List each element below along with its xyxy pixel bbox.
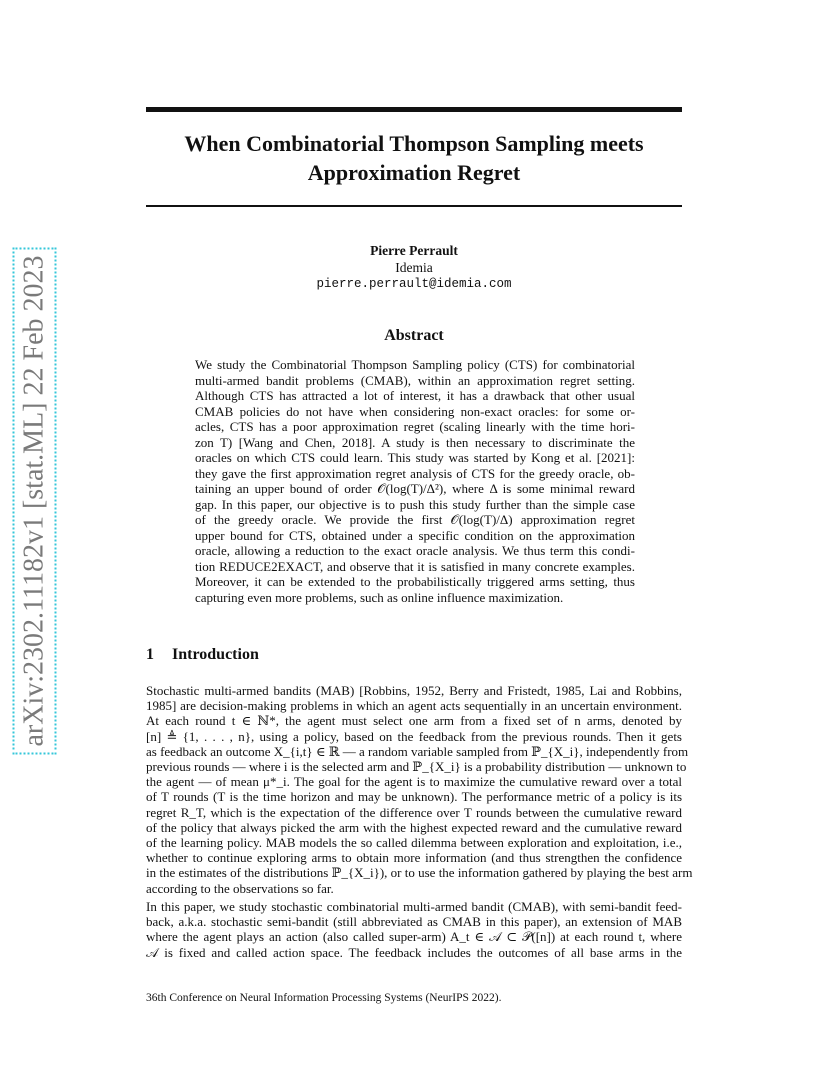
- author-name: Pierre Perrault: [370, 243, 458, 258]
- paragraph-line: back, a.k.a. stochastic semi-bandit (still abbreviated as CMAB in this paper), an extension of MAB: [146, 914, 682, 930]
- author-block: [146, 243, 682, 293]
- abstract-line: Although CTS has attracted a lot of interest, it has a drawback that other usual: [195, 388, 635, 403]
- paragraph-line: of T rounds (T is the time horizon and may be unknown). The performance metric of a policy is its: [146, 789, 682, 805]
- abstract-body: [195, 357, 635, 605]
- abstract-line: capturing even more problems, such as online influence maximization.: [195, 589, 564, 605]
- paragraph-line: of the learning policy. MAB models the so called dilemma between exploration and exploitation, i.e.,: [146, 835, 682, 851]
- title-bottom-rule: [146, 205, 682, 207]
- paragraph-line: as feedback an outcome X_{i,t} ∈ ℝ — a random variable sampled from ℙ_{X_i}, independently from: [146, 743, 689, 759]
- paragraph-line: in the estimates of the distributions ℙ_{X_i}), or to use the information gathered by playing the best arm: [146, 865, 693, 881]
- paragraph-line: of the policy that always picked the arm with the highest expected reward and the cumulative reward: [146, 819, 682, 835]
- conference-footnote: 36th Conference on Neural Information Processing Systems (NeurIPS 2022).: [146, 992, 502, 1004]
- author-email[interactable]: pierre.perrault@idemia.com: [316, 277, 512, 291]
- paragraph-line: At each round t ∈ ℕ*, the agent must select one arm from a fixed set of n arms, denoted by: [146, 713, 682, 729]
- abstract-line: upper bound for CTS, obtained under a specific condition on the approximation: [195, 527, 635, 543]
- paragraph-line: where the agent plays an action (also called super-arm) A_t ∈ 𝒜 ⊂ 𝒫([n]) at each round t, where: [146, 929, 682, 945]
- abstract-line: taining an upper bound of order 𝒪(log(T)/Δ²), where Δ is some minimal reward: [195, 481, 635, 496]
- paragraph-line: according to the observations so far.: [146, 880, 334, 896]
- abstract-line: multi-armed bandit problems (CMAB), within an approximation regret setting.: [195, 372, 635, 388]
- paragraph-line: 1985] are decision-making problems in which an agent acts sequentially in an uncertain environment.: [146, 698, 682, 714]
- intro-paragraph-1: [146, 683, 693, 896]
- abstract-line: We study the Combinatorial Thompson Sampling policy (CTS) for combinatorial: [195, 357, 635, 372]
- title-top-rule: [146, 107, 682, 112]
- section-number: 1: [146, 646, 154, 663]
- author-affiliation: Idemia: [395, 260, 433, 275]
- paragraph-line: Stochastic multi-armed bandits (MAB) [Robbins, 1952, Berry and Fristedt, 1985, Lai and Robbins,: [146, 683, 682, 698]
- abstract-line: of the greedy oracle. We provide the first 𝒪(log(T)/Δ) approximation regret: [195, 512, 635, 527]
- paper-title: [146, 129, 682, 187]
- abstract-line: oracle, allowing a reduction to the exact oracle analysis. We thus term this condi-: [195, 543, 635, 558]
- paragraph-line: previous rounds — where i is the selected arm and ℙ_{X_i} is a probability distribution — unknown to: [146, 759, 687, 775]
- section-title: Introduction: [172, 646, 259, 663]
- abstract-line: gap. In this paper, our objective is to push this study further than the simple case: [195, 496, 635, 512]
- abstract-line: CMAB policies do not have when considering non-exact oracles: for some or-: [195, 403, 635, 419]
- abstract-line: acles, CTS has a poor approximation regret (scaling linearly with the time hori-: [195, 419, 635, 434]
- section-heading-introduction: [146, 645, 259, 665]
- paper-title-line-1: When Combinatorial Thompson Sampling meets: [184, 131, 644, 156]
- paragraph-line: In this paper, we study stochastic combinatorial multi-armed bandit (CMAB), with semi-bandit feed-: [146, 899, 682, 914]
- abstract-heading: Abstract: [384, 327, 444, 344]
- paragraph-line: whether to continue exploring arms to obtain more information (and thus strengthen the confidence: [146, 850, 682, 866]
- intro-paragraph-2: [146, 899, 682, 960]
- paragraph-line: regret R_T, which is the expectation of the difference over T rounds between the cumulative reward: [146, 804, 682, 820]
- abstract-line: oracles on which CTS could learn. This study was started by Kong et al. [2021]:: [195, 450, 635, 465]
- paper-title-line-2: Approximation Regret: [307, 160, 521, 185]
- paragraph-line: [n] ≜ {1, . . . , n}, using a policy, based on the feedback from the previous rounds. Then it gets: [146, 728, 682, 744]
- paragraph-line: 𝒜 is fixed and called action space. The feedback includes the outcomes of all base arms in the: [146, 944, 682, 960]
- arxiv-id[interactable]: arXiv:2302.11182v1 [stat.ML] 22 Feb 2023: [18, 255, 50, 747]
- abstract-line: zon T) [Wang and Chen, 2018]. A study is then necessary to discriminate the: [195, 434, 635, 450]
- abstract-line: tion REDUCE2EXACT, and observe that it is satisfied in many concrete examples.: [195, 558, 635, 574]
- abstract-line: they gave the first approximation regret analysis of CTS for the greedy oracle, ob-: [195, 465, 635, 481]
- paragraph-line: the agent — of mean μ*_i. The goal for the agent is to maximize the cumulative reward over a total: [146, 774, 682, 790]
- abstract-line: Moreover, it can be extended to the probabilistically triggered arms setting, thus: [195, 574, 635, 589]
- arxiv-identifier-sidebar: [12, 253, 56, 749]
